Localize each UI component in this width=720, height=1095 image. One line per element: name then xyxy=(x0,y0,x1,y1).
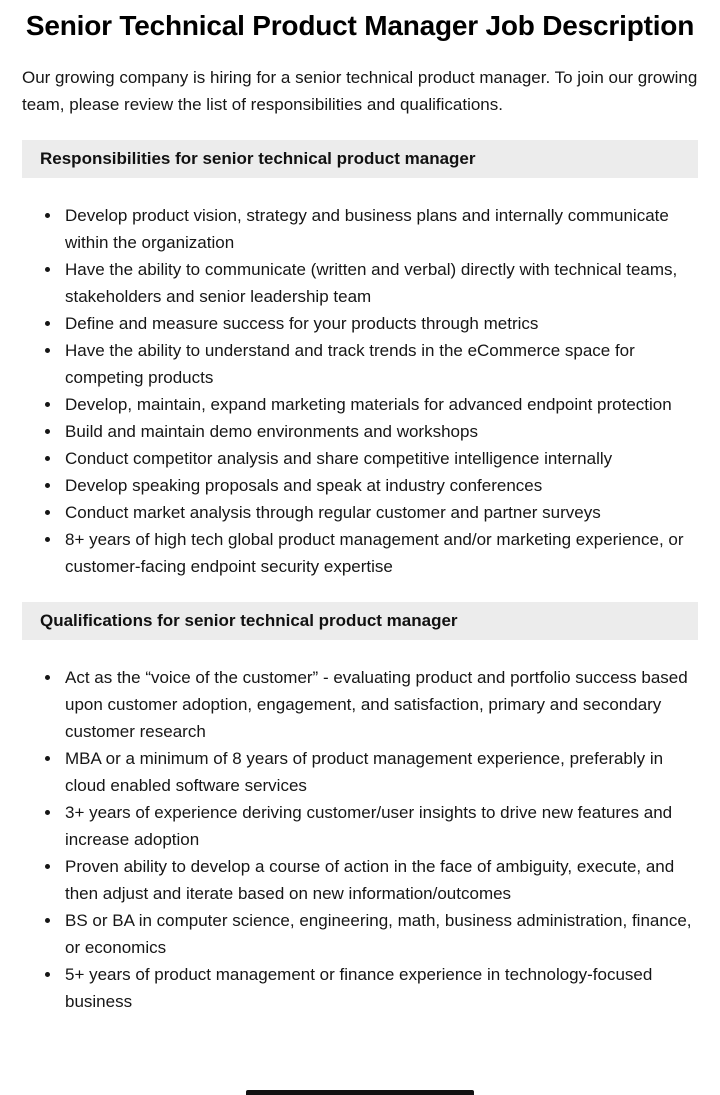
intro-paragraph: Our growing company is hiring for a senior technical product manager. To join our growing team, please review the list of responsibilities and qualifications. xyxy=(22,68,698,114)
list-item: • MBA or a minimum of 8 years of product management experience, preferably in cloud enabled software services xyxy=(62,745,698,799)
list-item: • Act as the “voice of the customer” - evaluating product and portfolio success based upon customer adoption, engagement, and satisfaction, primary and secondary customer research xyxy=(62,664,698,745)
list-item: • Build and maintain demo environments and workshops xyxy=(62,418,698,445)
list-item: • Define and measure success for your products through metrics xyxy=(62,310,698,337)
list-item: • Conduct market analysis through regular customer and partner surveys xyxy=(62,499,698,526)
page-title: Senior Technical Product Manager Job Description xyxy=(25,10,695,41)
list-item: • Have the ability to communicate (written and verbal) directly with technical teams, stakeholders and senior leadership team xyxy=(62,256,698,310)
responsibilities-section-header xyxy=(22,140,698,178)
qualifications-section-header xyxy=(22,602,698,640)
list-item: • BS or BA in computer science, engineering, math, business administration, finance, or economics xyxy=(62,907,698,961)
list-item: • Develop product vision, strategy and business plans and internally communicate within the organization xyxy=(62,202,698,256)
responsibilities-heading-text: Responsibilities for senior technical product manager xyxy=(40,149,476,168)
job-description-page xyxy=(0,8,720,1015)
qualifications-heading-text: Qualifications for senior technical product manager xyxy=(40,611,458,630)
cut-off-bottom-element[interactable] xyxy=(246,1090,474,1095)
list-item: • 5+ years of product management or finance experience in technology-focused business xyxy=(62,961,698,1015)
list-item: • Have the ability to understand and track trends in the eCommerce space for competing products xyxy=(62,337,698,391)
list-item: • 8+ years of high tech global product management and/or marketing experience, or customer-facing endpoint security expertise xyxy=(62,526,698,580)
list-item: • 3+ years of experience deriving customer/user insights to drive new features and increase adoption xyxy=(62,799,698,853)
list-item: • Develop, maintain, expand marketing materials for advanced endpoint protection xyxy=(62,391,698,418)
list-item: • Conduct competitor analysis and share competitive intelligence internally xyxy=(62,445,698,472)
responsibilities-list xyxy=(22,202,698,580)
list-item: • Proven ability to develop a course of action in the face of ambiguity, execute, and then adjust and iterate based on new information/outcomes xyxy=(62,853,698,907)
qualifications-list xyxy=(22,664,698,1015)
list-item: • Develop speaking proposals and speak at industry conferences xyxy=(62,472,698,499)
